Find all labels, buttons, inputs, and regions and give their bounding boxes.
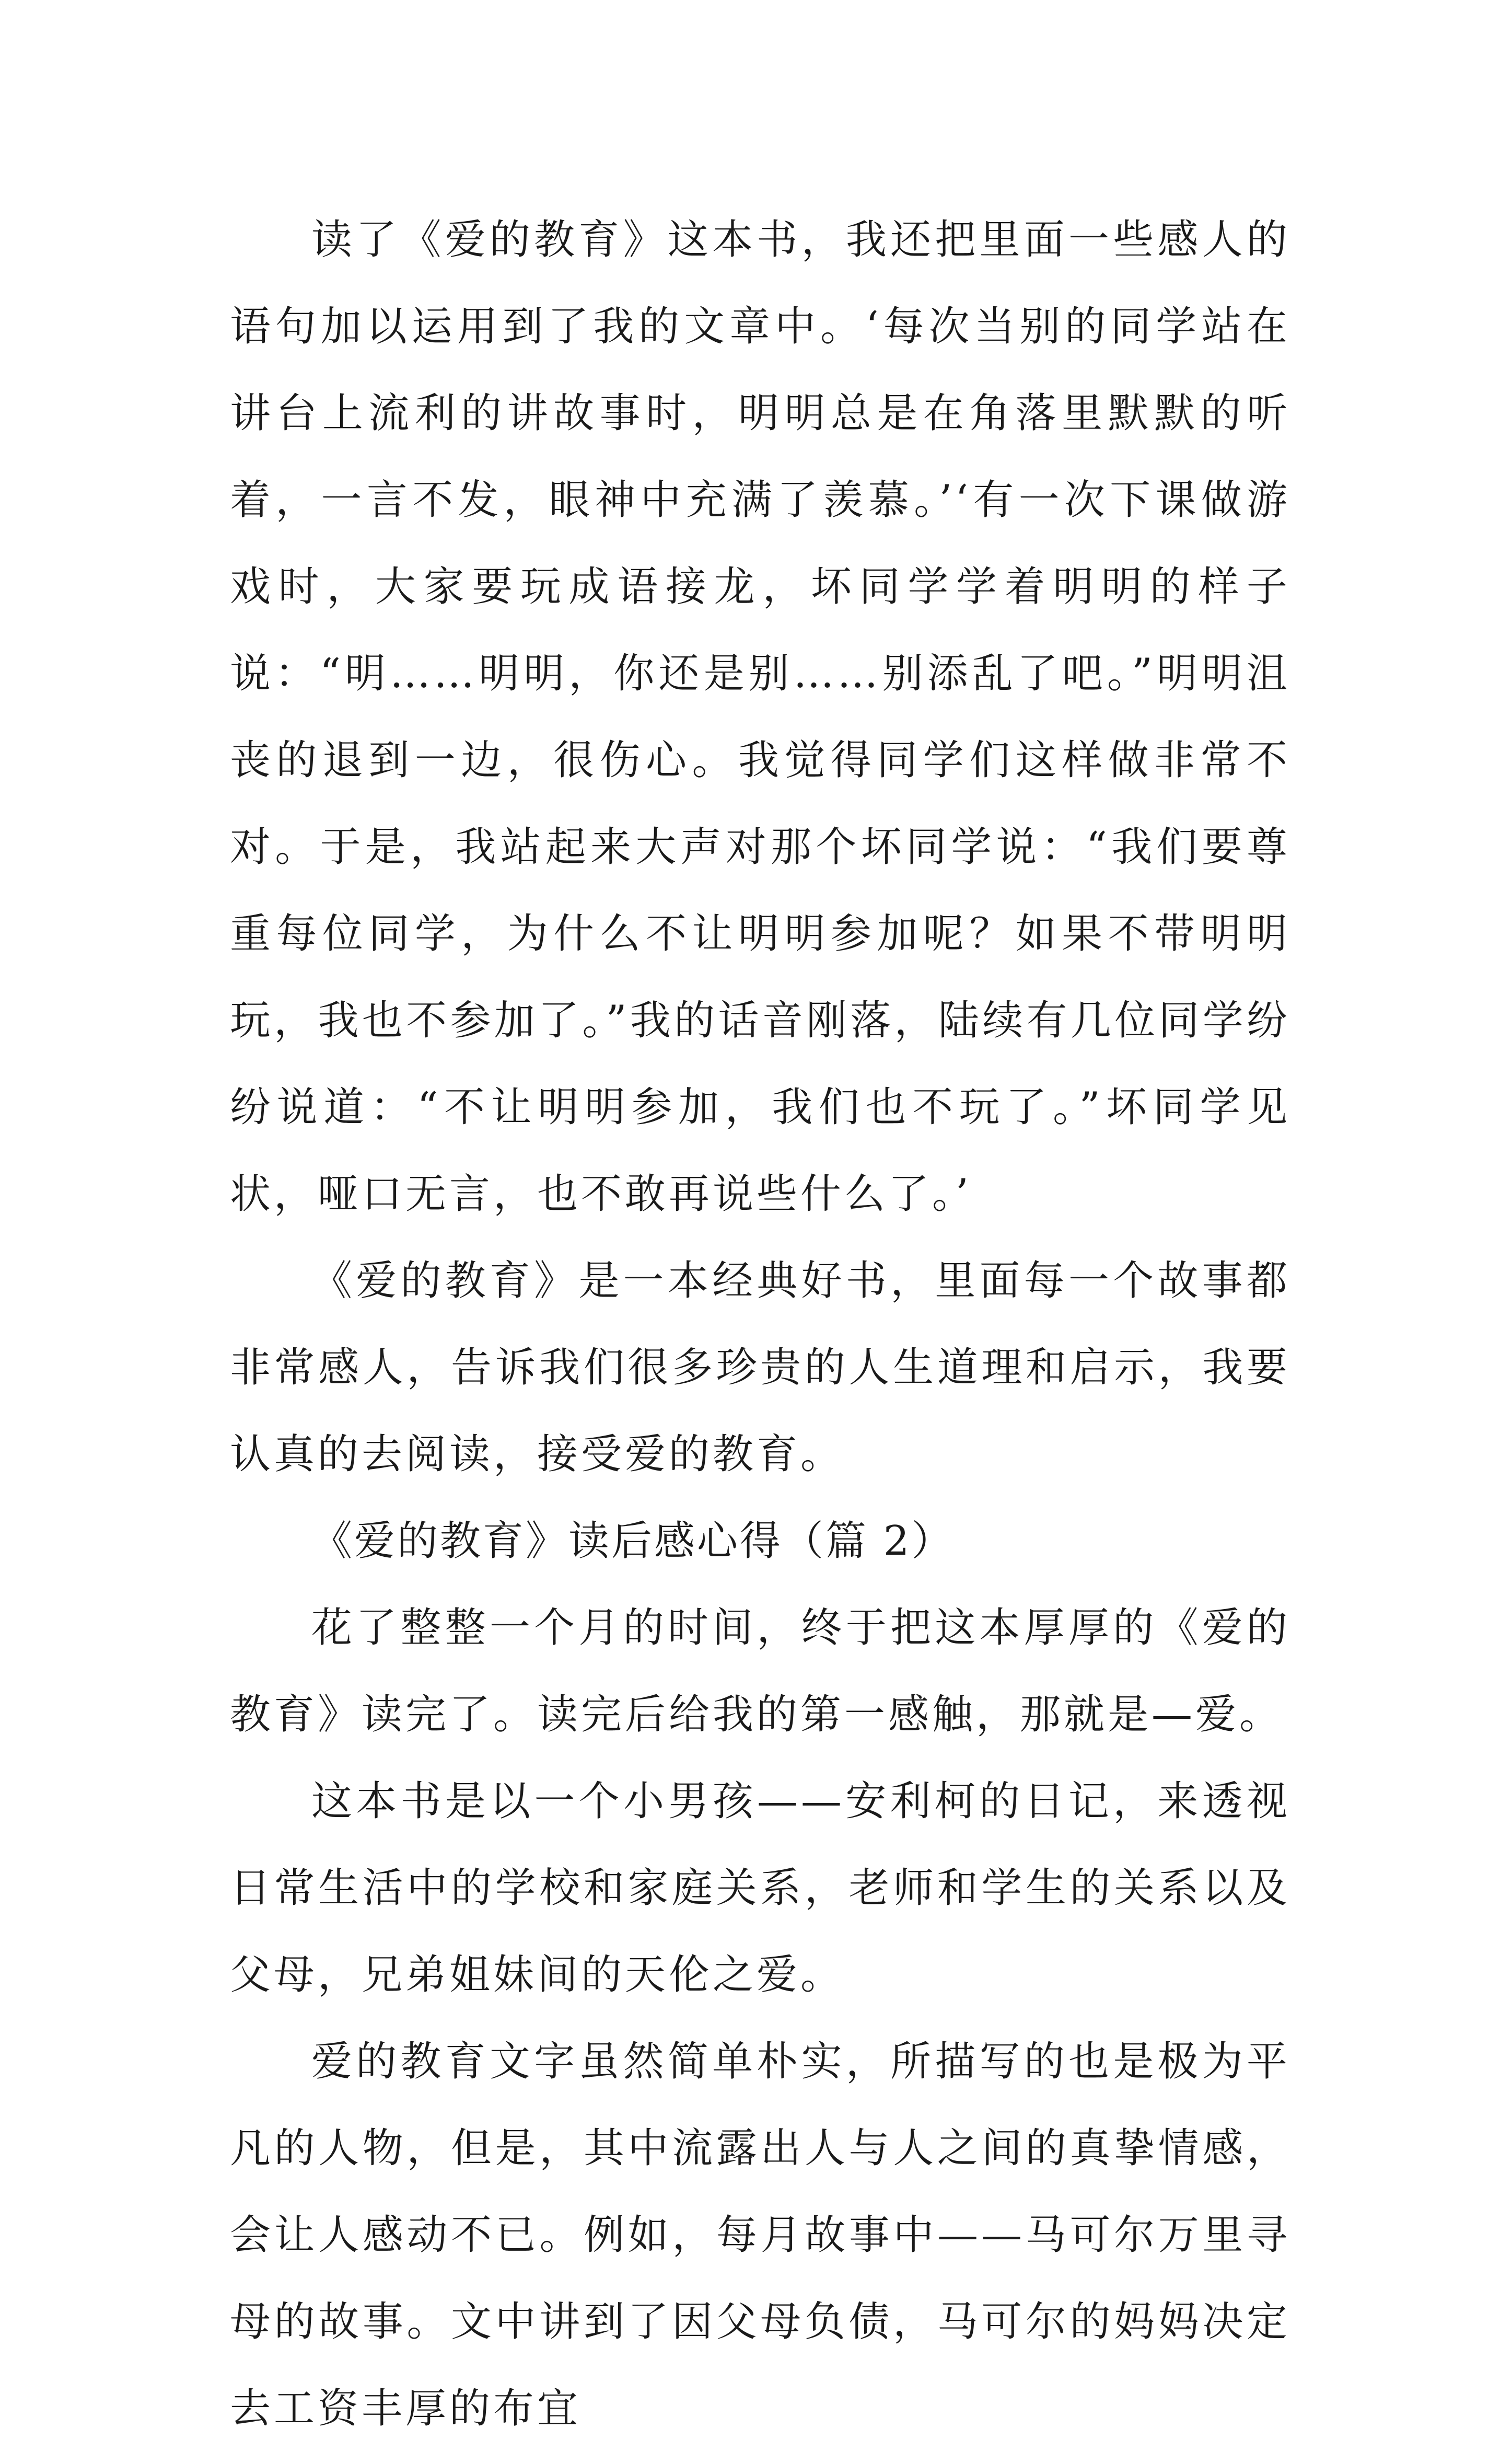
section-heading: 《爱的教育》读后感心得（篇 2） — [311, 1518, 955, 1565]
paragraph-4: 这本书是以一个小男孩——安利柯的日记，来透视日常生活中的学校和家庭关系，老师和学生的关系以及父母，兄弟姐妹间的天伦之爱。 — [230, 1778, 1290, 1998]
paragraph-2: 《爱的教育》是一本经典好书，里面每一个故事都非常感人，告诉我们很多珍贵的人生道理和启示，我要认真的去阅读，接受爱的教育。 — [230, 1257, 1290, 1478]
body-text — [230, 196, 1290, 2452]
paragraph-1: 读了《爱的教育》这本书，我还把里面一些感人的语句加以运用到了我的文章中。‘每次当别的同学站在讲台上流利的讲故事时，明明总是在角落里默默的听着，一言不发，眼神中充满了羡慕。’‘有一次下课做游戏时，大家要玩成语接龙，坏同学学着明明的样子说：“明……明明，你还是别……别添乱了吧。”明明沮丧的退到一边，很伤心。我觉得同学们这样做非常不对。于是，我站起来大声对那个坏同学说：“我们要尊重每位同学，为什么不让明明参加呢？如果不带明明玩，我也不参加了。”我的话音刚落，陆续有几位同学纷纷说道：“不让明明参加，我们也不玩了。”坏同学见状，哑口无言，也不敢再说些什么了。’ — [230, 216, 1290, 1218]
paragraph-3: 花了整整一个月的时间，终于把这本厚厚的《爱的教育》读完了。读完后给我的第一感触，那就是—爱。 — [230, 1604, 1290, 1738]
paragraph-5: 爱的教育文字虽然简单朴实，所描写的也是极为平凡的人物，但是，其中流露出人与人之间的真挚情感，会让人感动不已。例如，每月故事中——马可尔万里寻母的故事。文中讲到了因父母负债，马可尔的妈妈决定去工资丰厚的布宜 — [230, 2038, 1290, 2432]
